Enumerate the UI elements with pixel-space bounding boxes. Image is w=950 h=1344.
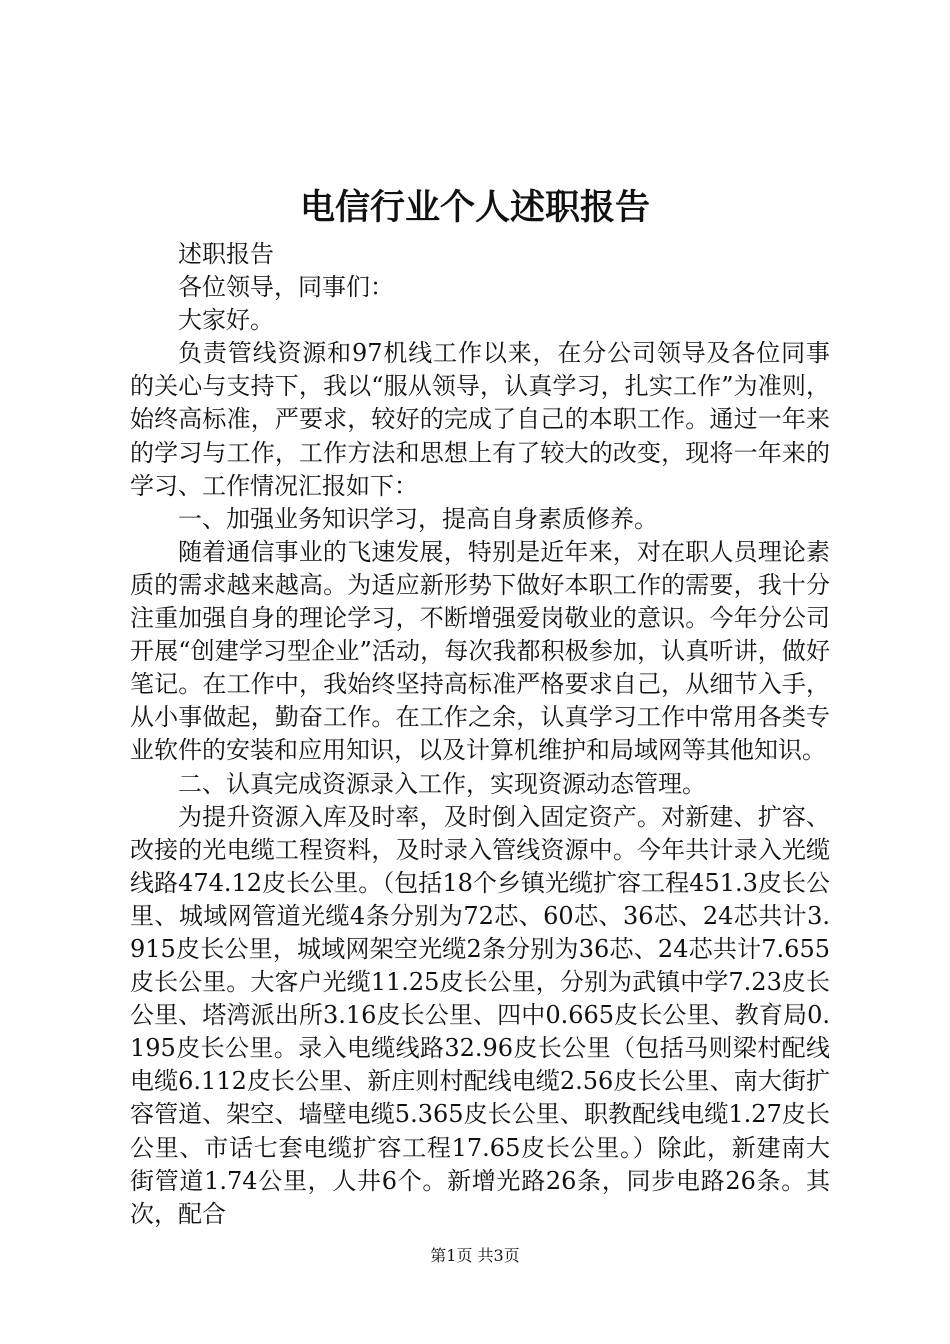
- paragraph-section-1: 随着通信事业的飞速发展，特别是近年来，对在职人员理论素质的需求越来越高。为适应新形势下做好本职工作的需要，我十分注重加强自身的理论学习，不断增强爱岗敬业的意识。今年分公司开展“创建学习型企业”活动，每次我都积极参加，认真听讲，做好笔记。在工作中，我始终坚持高标准严格要求自己，从细节入手，从小事做起，勤奋工作。在工作之余，认真学习工作中常用各类专业软件的安装和应用知识，以及计算机维护和局域网等其他知识。: [130, 537, 830, 765]
- section-heading-2: 二、认真完成资源录入工作，实现资源动态管理。: [178, 769, 706, 798]
- section-heading-1: 一、加强业务知识学习，提高自身素质修养。: [178, 504, 658, 533]
- document-title: 电信行业个人述职报告: [299, 187, 650, 228]
- page-footer: 第1页 共3页: [430, 1246, 520, 1265]
- paragraph-section-2: 为提升资源入库及时率，及时倒入固定资产。对新建、扩容、改接的光电缆工程资料，及时录入管线资源中。今年共计录入光缆线路474.12皮长公里。（包括18个乡镇光缆扩容工程451.3皮长公里、城域网管道光缆4条分别为72芯、60芯、36芯、24芯共计3.915皮长公里，城域网架空光缆2条分别为36芯、24芯共计7.655皮长公里。大客户光缆11.25皮长公里，分别为武镇中学7.23皮长公里、塔湾派出所3.16皮长公里、四中0.665皮长公里、教育局0.195皮长公里。录入电缆线路32.96皮长公里（包括马则梁村配线电缆6.112皮长公里、新庄则村配线电缆2.56皮长公里、南大街扩容管道、架空、墙壁电缆5.365皮长公里、职教配线电缆1.27皮长公里、市话七套电缆扩容工程17.65皮长公里。）除此，新建南大街管道1.74公里，人井6个。新增光路26条，同步电路26条。其次，配合: [130, 802, 830, 1228]
- paragraph-intro: 负责管线资源和97机线工作以来，在分公司领导及各位同事的关心与支持下，我以“服从领导，认真学习，扎实工作”为准则，始终高标准，严要求，较好的完成了自己的本职工作。通过一年来的学习与工作，工作方法和思想上有了较大的改变，现将一年来的学习、工作情况汇报如下：: [130, 339, 830, 500]
- document-body: [130, 238, 830, 1231]
- paragraph-heading: 述职报告: [178, 240, 274, 268]
- paragraph-salutation: 各位领导，同事们：: [178, 273, 394, 302]
- paragraph-greeting: 大家好。: [178, 306, 274, 335]
